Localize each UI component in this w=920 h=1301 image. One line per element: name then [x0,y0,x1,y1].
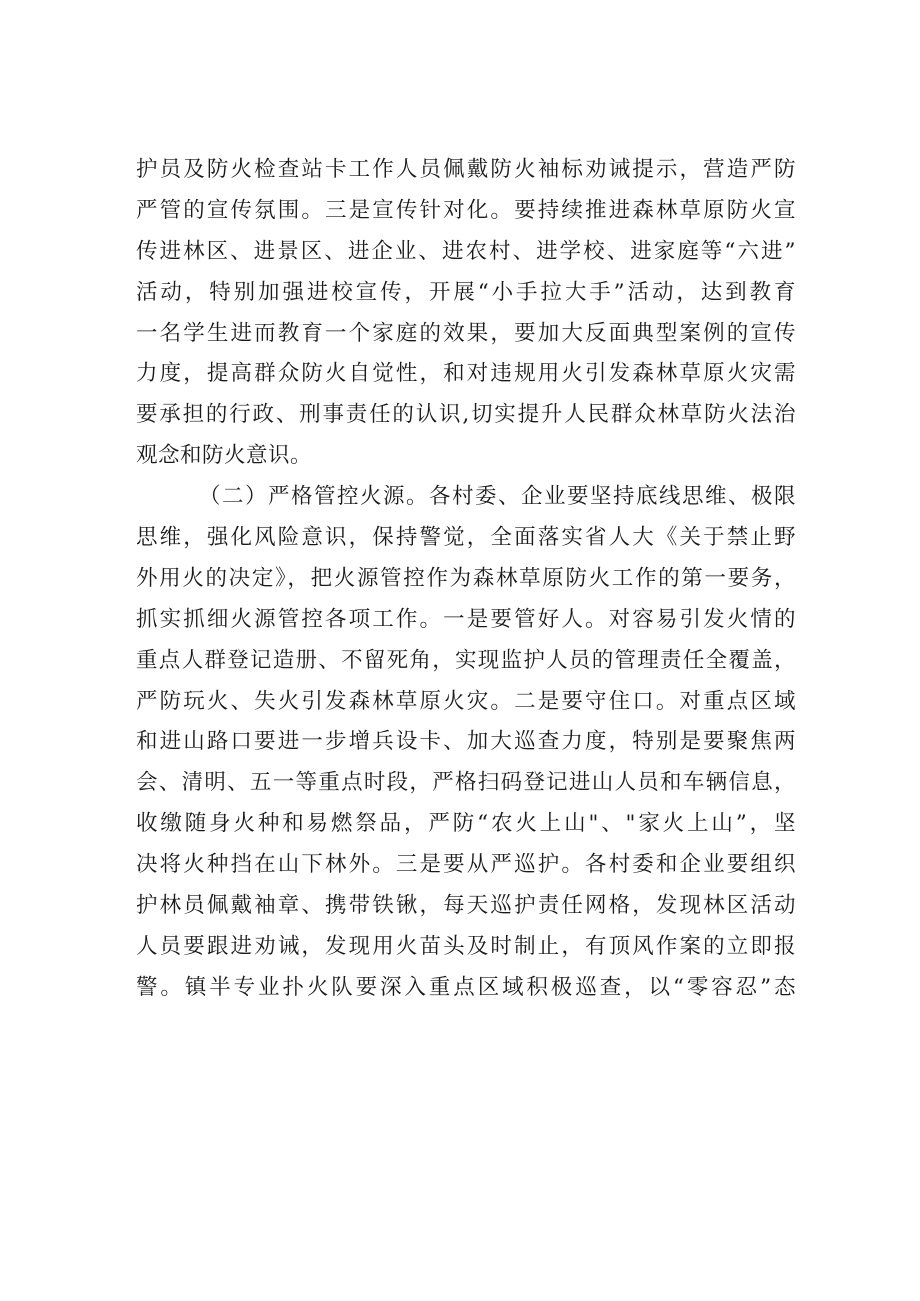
paragraph-1-line-7: 要承担的行政、刑事责任的认识,切实提升人民群众林草防火法治 [136,402,796,428]
document-body [136,150,796,1009]
paragraph-2-line-10: 决将火种挡在山下林外。三是要从严巡护。各村委和企业要组织 [136,852,796,878]
paragraph-2-line-7: 和进山路口要进一步增兵设卡、加大巡查力度，特别是要聚焦两 [136,729,796,755]
paragraph-2-line-2: 思维，强化风险意识，保持警觉，全面落实省人大《关于禁止野 [136,525,796,551]
paragraph-1-line-2: 严管的宣传氛围。三是宣传针对化。要持续推进森林草原防火宣 [136,197,796,223]
paragraph-2-line-6: 严防玩火、失火引发森林草原火灾。二是要守住口。对重点区域 [136,688,796,714]
paragraph-1-line-3: 传进林区、进景区、进企业、进农村、进学校、进家庭等“六进” [136,238,796,264]
paragraph-2-line-1: （二）严格管控火源。各村委、企业要坚持底线思维、极限 [199,484,796,510]
paragraph-1-line-1: 护员及防火检查站卡工作人员佩戴防火袖标劝诫提示，营造严防 [136,157,796,182]
paragraph-2-line-4: 抓实抓细火源管控各项工作。一是要管好人。对容易引发火情的 [136,606,796,632]
paragraph-1-line-6: 力度，提高群众防火自觉性，和对违规用火引发森林草原火灾需 [136,361,796,387]
paragraph-1-line-8: 观念和防火意识。 [136,443,313,469]
paragraph-2-line-5: 重点人群登记造册、不留死角，实现监护人员的管理责任全覆盖， [136,647,796,673]
paragraph-2-line-9: 收缴随身火种和易燃祭品，严防“农火上山"、"家火上山”，坚 [136,811,796,837]
paragraph-1-line-5: 一名学生进而教育一个家庭的效果，要加大反面典型案例的宣传 [136,320,796,346]
paragraph-2-line-3: 外用火的决定》，把火源管控作为森林草原防火工作的第一要务， [136,565,796,591]
paragraph-2-line-11: 护林员佩戴袖章、携带铁锹，每天巡护责任网格，发现林区活动 [136,893,796,919]
paragraph-2-line-12: 人员要跟进劝诫，发现用火苗头及时制止，有顶风作案的立即报 [136,933,796,959]
paragraph-2-line-13: 警。镇半专业扑火队要深入重点区域积极巡查，以“零容忍”态 [136,974,796,1000]
paragraph-1-line-4: 活动，特别加强进校宣传，开展“小手拉大手”活动，达到教育 [136,279,796,305]
paragraph-2-line-8: 会、清明、五一等重点时段，严格扫码登记进山人员和车辆信息， [136,770,796,796]
